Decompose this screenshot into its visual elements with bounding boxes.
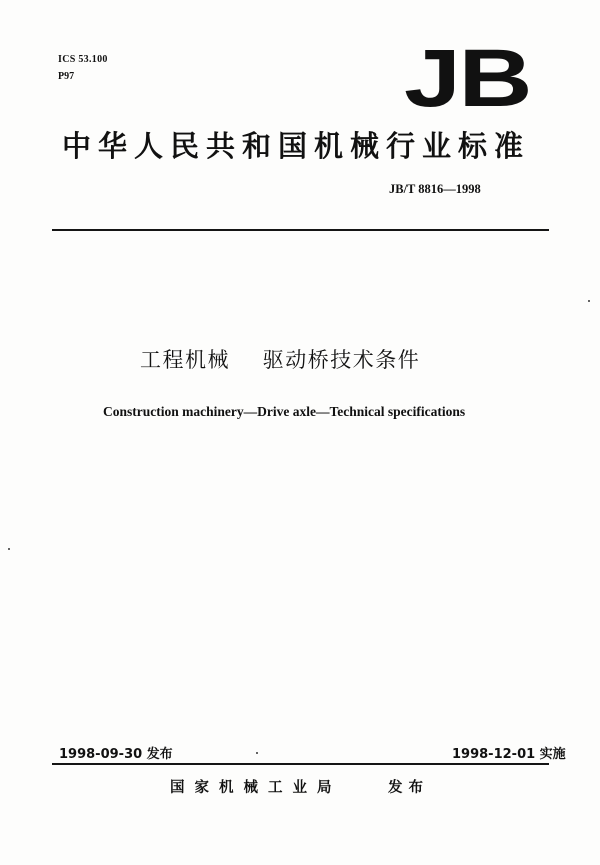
issuing-authority: 国家机械工业局 — [170, 780, 342, 796]
header-divider — [52, 229, 549, 231]
publish-date: 1998-09-30 发布 — [59, 747, 173, 762]
english-title: Construction machinery—Drive axle—Technical specifications — [103, 404, 466, 419]
jb-logo — [403, 44, 531, 110]
scan-speck — [588, 300, 590, 302]
issuing-body-title: 中华人民共和国机械行业标准 — [62, 129, 531, 163]
chinese-title: 工程机械 驱动桥技术条件 — [140, 348, 421, 372]
ccs-code: P97 — [58, 71, 75, 82]
scan-speck — [8, 548, 10, 550]
effective-date: 1998-12-01 实施 — [452, 747, 566, 762]
ics-code: ICS 53.100 — [58, 54, 108, 65]
issue-label: 发布 — [388, 780, 429, 796]
scan-speck — [256, 752, 258, 754]
footer-divider — [52, 763, 549, 765]
jb-logo-text: JB — [404, 44, 530, 110]
standard-number: JB/T 8816—1998 — [389, 182, 481, 196]
